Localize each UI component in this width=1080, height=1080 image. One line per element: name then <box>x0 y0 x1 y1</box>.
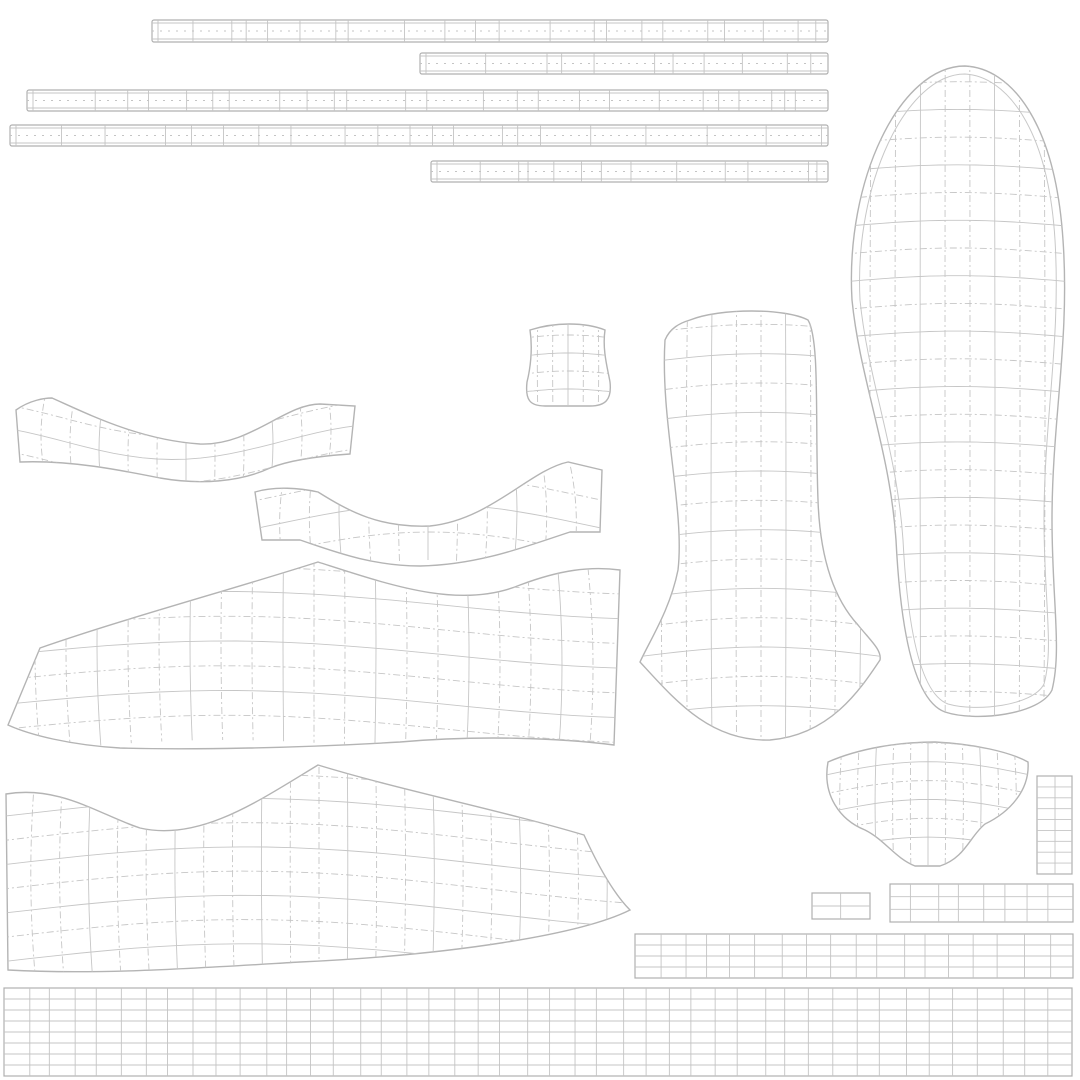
toe-cap <box>822 738 1034 870</box>
upper-panel-2 <box>2 750 636 998</box>
quarter-band-left <box>12 383 360 506</box>
quarter-band-middle <box>250 448 606 580</box>
band-bottom <box>4 988 1072 1076</box>
strip-2 <box>420 53 828 74</box>
tongue-wire <box>636 305 886 745</box>
quarter-band-left-wire <box>12 383 360 506</box>
band-medium <box>635 934 1073 978</box>
insole-wire <box>845 60 1070 725</box>
tongue <box>636 305 886 745</box>
insole-large <box>845 60 1070 725</box>
strip-4 <box>10 125 828 146</box>
strip-1 <box>152 20 828 42</box>
heel-tab-wire <box>522 320 614 410</box>
label-patch <box>812 893 870 919</box>
upper-panel-1-wire <box>4 542 624 766</box>
toe-cap-wire <box>822 738 1034 870</box>
heel-counter <box>890 884 1073 922</box>
strip-5 <box>431 161 828 182</box>
upper-panel-1 <box>4 542 624 766</box>
pull-loop <box>1037 776 1072 874</box>
heel-tab <box>522 320 614 410</box>
strip-3 <box>27 90 828 111</box>
